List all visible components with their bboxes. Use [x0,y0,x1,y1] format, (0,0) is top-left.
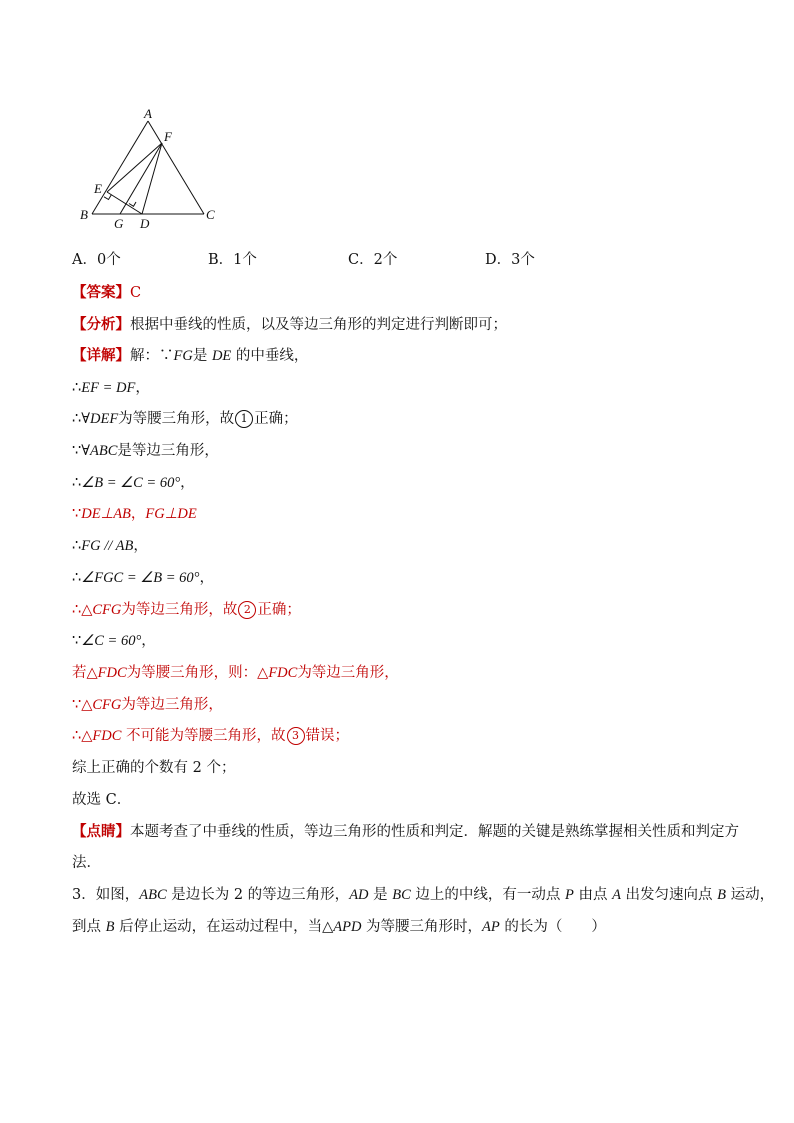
segment-EF [107,143,162,192]
detail-line-4: ∵∀ABC是等边三角形， [72,443,219,459]
comment-line-1 [72,821,739,843]
label-D: D [140,216,150,231]
comment-text: 本题考查了中垂线的性质，等边三角形的性质和判定．解题的关键是熟练掌握相关性质和判定方 [130,824,739,840]
triangle-figure [76,100,226,235]
analysis-text: 根据中垂线的性质，以及等边三角形的判定进行判断即可； [130,317,507,333]
label-B: B [80,207,88,222]
option-a: A．0个 [72,252,121,268]
detail-line-1: 【详解】解：∵FG是 DE 的中垂线， [72,347,309,364]
segment-AC [148,121,204,214]
analysis-line [72,314,732,336]
detail-line-8: ∴∠FGC = ∠B = 60°， [72,570,214,586]
question-3-line-2: 到点 B 后停止运动，在运动过程中，当△APD 为等腰三角形时，AP 的长为（ ） [72,919,606,935]
circled-number-1: 1 [235,410,253,428]
comment-line-2: 法． [72,855,101,871]
segment-ED [107,192,142,214]
detail-line-6: ∵DE⊥AB，FG⊥DE [72,506,197,522]
detail-tag: 【详解】 [72,347,130,364]
detail-line-11: 若△FDC为等腰三角形，则：△FDC为等边三角形， [72,665,399,681]
comment-tag: 【点睛】 [72,823,130,840]
segment-FG [120,143,162,214]
detail-line-10: ∵∠C = 60°， [72,633,156,649]
detail-line-15: 故选 C． [72,792,132,808]
right-angle-mark-FG [129,202,136,206]
label-A: A [144,106,152,121]
answer-line [72,282,732,304]
question-3-line-1: 3．如图，ABC 是边长为 2 的等边三角形，AD 是 BC 边上的中线，有一动点 P 由点 A 出发匀速向点 B 运动， [72,887,775,903]
detail-line-7: ∴FG // AB， [72,538,148,554]
option-b: B．1个 [208,252,257,268]
answer-options [72,248,772,270]
answer-tag: 【答案】 [72,284,130,301]
detail-line-13: ∴△FDC 不可能为等腰三角形，故 3 错误； [72,728,349,744]
circled-number-3: 3 [287,727,305,745]
detail-line-14: 综上正确的个数有 2 个； [72,760,236,776]
right-angle-mark-E [104,195,112,200]
detail-line-9: ∴△CFG为等边三角形，故 2 正确； [72,602,301,618]
label-E: E [94,181,102,196]
label-C: C [206,207,215,222]
detail-line-2: ∴EF = DF， [72,380,150,396]
detail-line-5: ∴∠B = ∠C = 60°， [72,475,195,491]
detail-line-12: ∵△CFG为等边三角形， [72,697,223,713]
analysis-tag: 【分析】 [72,316,130,333]
option-d: D．3个 [485,252,535,268]
circled-number-2: 2 [238,601,256,619]
label-F: F [164,129,172,144]
segment-DF [142,143,162,214]
answer-value: C [130,285,142,301]
detail-line-3: ∴∀DEF为等腰三角形，故 1 正确； [72,411,298,427]
option-c: C．2个 [348,252,398,268]
label-G: G [114,216,124,231]
